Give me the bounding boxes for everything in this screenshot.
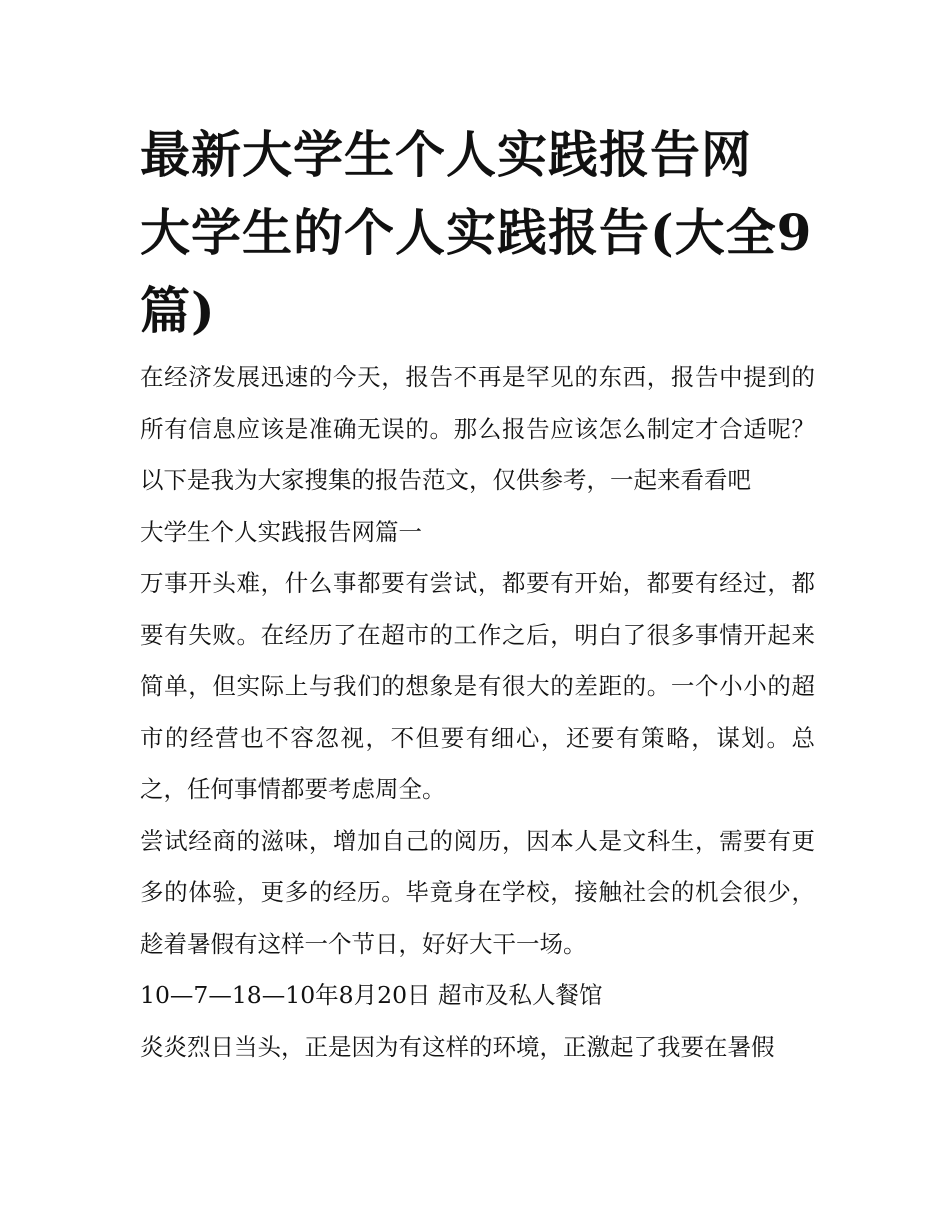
intro-paragraph: 在经济发展迅速的今天，报告不再是罕见的东西，报告中提到的所有信息应该是准确无误的。那么报告应该怎么制定才合适呢？以下是我为大家搜集的报告范文，仅供参考，一起来看看吧 [140, 363, 815, 494]
document-title: 最新大学生个人实践报告网 大学生的个人实践报告(大全9篇) [140, 125, 813, 340]
date-location-line: 10—7—18—10年8月20日 超市及私人餐馆 [140, 981, 603, 1009]
document-body [140, 352, 815, 1073]
body-paragraph: 尝试经商的滋味，增加自己的阅历，因本人是文科生，需要有更多的体验，更多的经历。毕竟身在学校，接触社会的机会很少，趁着暑假有这样一个节日，好好大干一场。 [140, 826, 815, 958]
body-paragraph: 炎炎烈日当头，正是因为有这样的环境，正激起了我要在暑假 [140, 1032, 775, 1061]
body-paragraph: 万事开头难，什么事都要有尝试，都要有开始，都要有经过，都要有失败。在经历了在超市的工作之后，明白了很多事情开起来简单，但实际上与我们的想象是有很大的差距的。一个小小的超市的经营也不容忽视，不但要有细心，还要有策略，谋划。总之，任何事情都要考虑周全。 [140, 569, 815, 803]
section-heading: 大学生个人实践报告网篇一 [140, 517, 422, 546]
